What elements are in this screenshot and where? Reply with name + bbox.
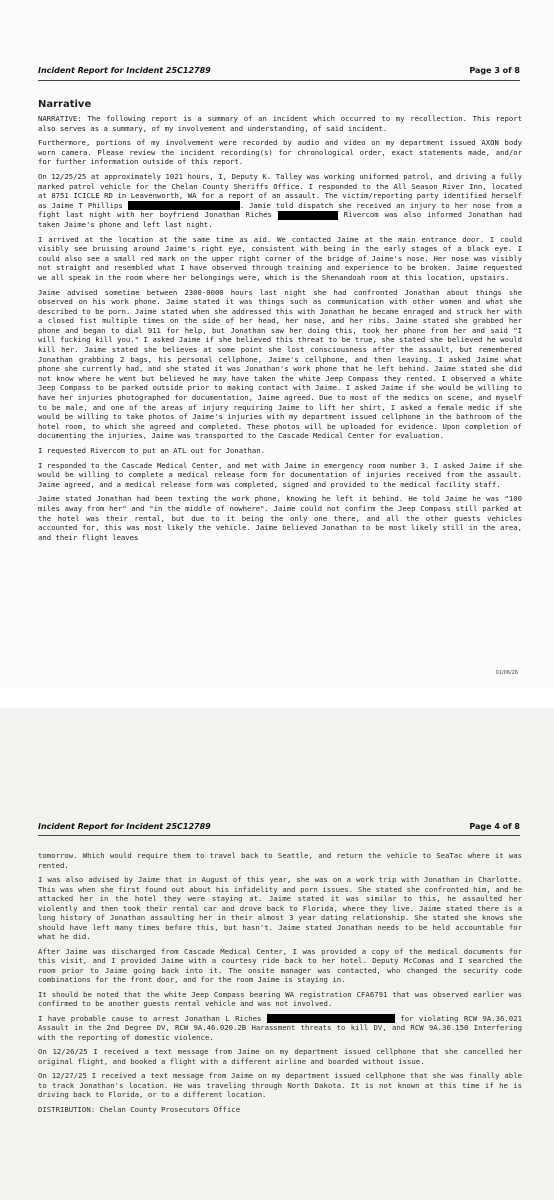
paragraph: On 12/27/25 I received a text message from Jaime on my department issued cellphone that she was finally able to track Jonathan's location. He was traveling through North Dakota. It is not known at this time if he is driving back to Florida, or to a different location. (38, 1071, 522, 1099)
paragraph-text: for violating RCW 9A.36.021 Assault in the 2nd Degree DV, RCW 9A.46.020.2B Harassment threats to kill DV, and RCW 9A.36.150 Interfering with the reporting of domestic violence. (38, 1013, 522, 1042)
redaction-bar (267, 1014, 395, 1023)
paragraph: Jaime stated Jonathan had been texting the work phone, knowing he left it behind. He told Jaime he was "100 miles away from her" and "in the middle of nowhere". Jaime could not confirm the Jeep Compass still parked at the hotel was their rental, but due to it being the only one there, and all the other guests vehicles accounted for, this was most likely the vehicle. Jaime believed Jonathan to be most likely still in the area, and their flight leaves (38, 494, 522, 542)
page-number: Page 3 of 8 (469, 66, 520, 75)
paragraph-text: I have probable cause to arrest Jonathan L Riches (38, 1013, 262, 1023)
paragraph-text: Rivercom was also informed Jonathan had taken Jaime's phone and left last night. (38, 210, 522, 229)
report-title: Incident Report for Incident 25C12789 (38, 822, 211, 831)
paragraph-text: . Jamie told dispatch she received an injury to her nose from a fight last night with her boyfriend Jonathan Riches (38, 200, 522, 220)
narrative-body (38, 851, 522, 1119)
paragraph: Jaime advised sometime between 2300-0000 hours last night she had confronted Jonathan about things she observed on his work phone. Jaime stated it was things such as communication with other women and what she described to be porn. Jaime stated when she addressed this with Jonathan he became enraged and struck her with a closed fist multiple times on the side of her head, her nose, and her ribs. Jaime stated she grabbed her phone and began to dial 911 for help, but Jonathan saw her doing this, took her phone from her and said "I will fucking kill you." I asked Jaime if she believed this threat to be true, she stated she believed he would kill her. Jaime stated she believes at some point she lost consciousness after the assault, but remembered Jonathan grabbing 2 bags, his personal cellphone, Jaime's cellphone, and then leaving. I asked Jaime what phone she currently had, and she stated it was Jonathan's work phone that he left behind. Jaime stated she did not know where he went but believed he may have taken the white Jeep Compass they rented. I observed a white Jeep Compass to be parked outside prior to making contact with Jaime. I asked Jaime if she would be willing to have her injuries photographed for documentation, Jaime agreed. Due to most of the medics on scene, and myself to be male, and one of the areas of injury requiring Jaime to lift her shirt, I asked a female medic if she would be willing to take photos of Jaime's injuries with my department issued cellphone in the bathroom of the hotel room, to which she agreed and completed. These photos will be uploaded for evidence. Upon completion of documenting the injuries, Jaime was transported to the Cascade Medical Center for evaluation. (38, 287, 522, 441)
paragraph: NARRATIVE: The following report is a summary of an incident which occurred to my recollection. This report also serves as a summary, of my involvement and understanding, of said incident. (38, 114, 522, 133)
paragraph: I arrived at the location at the same time as aid. We contacted Jaime at the main entrance door. I could visibly see bruising around Jaime's right eye, consistent with being in the early stages of a black eye. I could also see a small red mark on the upper right corner of the bridge of Jaime's nose. Her nose was visibly not straight and resembled what I have observed through training and experience to be broken. Jaime requested we all speak in the room where her belongings were, which is the Shenandoah room at this location, upstairs. (38, 234, 522, 282)
paragraph: I requested Rivercom to put an ATL out for Jonathan. (38, 446, 265, 455)
paragraph: I responded to the Cascade Medical Center, and met with Jaime in emergency room number 3. I asked Jaime if she would be willing to complete a medical release form for documentation of injuries received from the assault. Jaime agreed, and a medical release form was completed, signed and provided to the medical facility staff. (38, 460, 522, 489)
header-rule (38, 80, 520, 81)
page-number: Page 4 of 8 (469, 822, 520, 831)
redaction-bar (128, 201, 240, 210)
distribution-line: DISTRIBUTION: Chelan County Prosecutors Office (38, 1104, 241, 1114)
paragraph: After Jaime was discharged from Cascade Medical Center, I was provided a copy of the medical documents for this visit, and I provided Jaime with a courtesy ride back to her hotel. Deputy McComas and I searched the room prior to Jaime going back into it. The onsite manager was contacted, who changed the security code combinations for the front door, and for the room Jaime is staying in. (38, 946, 522, 984)
paragraph: tomorrow. Which would require them to travel back to Seattle, and return the vehicle to SeaTac where it was rented. (38, 851, 522, 870)
paragraph-incident-start (38, 172, 522, 230)
report-page-4 (0, 708, 554, 1200)
paragraph-text: On 12/25/25 at approximately 1021 hours, I, Deputy K. Talley was working uniformed patrol, and driving a fully marked patrol vehicle for the Chelan County Sheriffs Office. I responded to the All Season River Inn, located at 8751 ICICLE RD in Leavenworth, WA for a report of an assault. The victim/reporting party identified herself as Jaime T Phillips (38, 171, 522, 210)
paragraph: It should be noted that the white Jeep Compass bearing WA registration CFA6791 that was observed earlier was confirmed to be another guests rental vehicle and was not involved. (38, 989, 522, 1008)
paragraph: I was also advised by Jaime that in August of this year, she was on a work trip with Jonathan in Charlotte. This was when she first found out about his infidelity and porn issues. She stated she confronted him, and he attacked her in the hotel they were staying at. Jaime stated it was similar to this, he assaulted her violently and then took their rental car and drove back to Florida, where they live. Jaime stated there is a long history of Jonathan assaulting her in their almost 3 year dating relationship. She stated she knows she should have left many times before this, but hasn't. Jaime stated Jonathan needs to be held accountable for what he did. (38, 875, 522, 941)
paragraph: On 12/26/25 I received a text message from Jaime on my department issued cellphone that she cancelled her original flight, and booked a flight with a different airline and boarded without issue. (38, 1047, 522, 1066)
page-divider (0, 688, 554, 708)
header-rule (38, 835, 520, 836)
redaction-bar (278, 211, 338, 220)
narrative-body (38, 114, 522, 547)
paragraph-probable-cause (38, 1014, 522, 1043)
paragraph: Furthermore, portions of my involvement were recorded by audio and video on my department issued AXON body worn camera. Please review the incident recording(s) for chronological order, exact statements made, and/or for further information outside of this report. (38, 138, 522, 167)
footer-date: 01/06/26 (495, 670, 518, 676)
section-title: Narrative (38, 99, 92, 110)
report-title: Incident Report for Incident 25C12789 (38, 66, 211, 75)
